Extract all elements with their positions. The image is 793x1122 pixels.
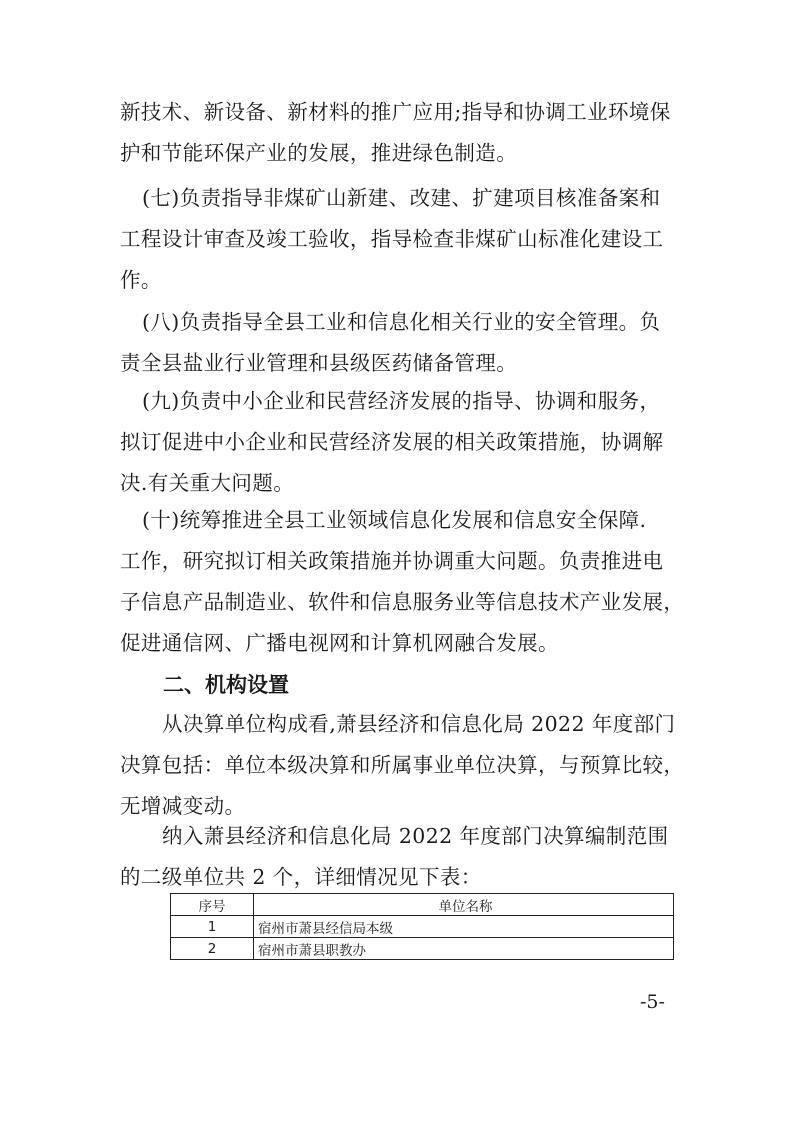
cell-unit-name: 宿州市萧县职教办 bbox=[254, 938, 674, 960]
text-line: 拟订促进中小企业和民营经济发展的相关政策措施，协调解 bbox=[120, 430, 664, 454]
paragraph-1 bbox=[120, 92, 680, 174]
text-line: 促进通信网、广播电视网和计算机网融合发展。 bbox=[120, 631, 559, 655]
cell-number: 2 bbox=[171, 938, 254, 960]
cell-unit-name: 宿州市萧县经信局本级 bbox=[254, 916, 674, 938]
table-header-row bbox=[171, 894, 674, 916]
text-line: 无增减变动。 bbox=[120, 794, 246, 818]
text-line: 决.有关重大问题。 bbox=[120, 471, 295, 495]
column-header-number: 序号 bbox=[171, 894, 254, 916]
table-row bbox=[171, 916, 674, 938]
text-line: 纳入萧县经济和信息化局 2022 年度部门决算编制范围 bbox=[162, 824, 669, 848]
text-line: 决算包括：单位本级决算和所属事业单位决算，与预算比较， bbox=[120, 753, 685, 777]
text-line: (七)负责指导非煤矿山新建、改建、扩建项目核准备案和 bbox=[142, 186, 661, 210]
paragraph-units bbox=[120, 816, 680, 898]
paragraph-item-7 bbox=[120, 178, 680, 301]
paragraph-item-10 bbox=[120, 500, 685, 664]
text-line: 新技术、新设备、新材料的推广应用;指导和协调工业环境保 bbox=[120, 100, 671, 124]
page-number: -5- bbox=[640, 991, 665, 1013]
units-table bbox=[170, 893, 674, 960]
text-line: 工作，研究拟订相关政策措施并协调重大问题。负责推进电 bbox=[120, 549, 664, 573]
column-header-unit-name: 单位名称 bbox=[254, 894, 674, 916]
text-line: 子信息产品制造业、软件和信息服务业等信息技术产业发展， bbox=[120, 590, 685, 614]
paragraph-item-8 bbox=[120, 302, 680, 384]
text-line: 的二级单位共 2 个，详细情况见下表： bbox=[120, 865, 482, 889]
table-row bbox=[171, 938, 674, 960]
text-line: 护和节能环保产业的发展，推进绿色制造。 bbox=[120, 141, 518, 165]
text-line: 责全县盐业行业管理和县级医药储备管理。 bbox=[120, 351, 518, 375]
section-heading: 二、机构设置 bbox=[163, 673, 289, 697]
text-line: (十)统筹推进全县工业领域信息化发展和信息安全保障. bbox=[142, 508, 647, 532]
text-line: 从决算单位构成看,萧县经济和信息化局 2022 年度部门 bbox=[162, 712, 676, 736]
text-line: (八)负责指导全县工业和信息化相关行业的安全管理。负 bbox=[142, 310, 661, 334]
paragraph-item-9 bbox=[120, 381, 680, 504]
text-line: (九)负责中小企业和民营经济发展的指导、协调和服务， bbox=[142, 389, 661, 413]
text-line: 作。 bbox=[120, 268, 162, 292]
cell-number: 1 bbox=[171, 916, 254, 938]
text-line: 工程设计审查及竣工验收，指导检查非煤矿山标准化建设工 bbox=[120, 227, 664, 251]
paragraph-scope bbox=[120, 704, 685, 827]
